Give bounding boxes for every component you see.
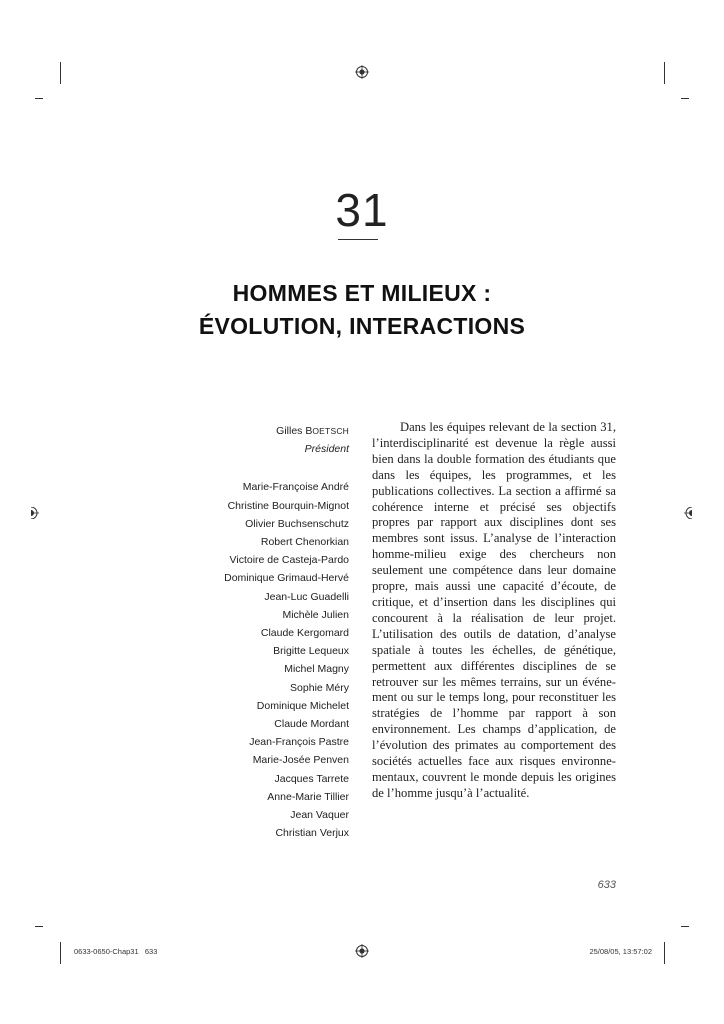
chapter-title-line-2: ÉVOLUTION, INTERACTIONS bbox=[198, 313, 526, 339]
registration-mark-top-icon bbox=[355, 65, 369, 79]
crop-mark-left-lower bbox=[35, 926, 43, 927]
chapter-title-line-1: HOMMES ET MILIEUX : bbox=[232, 280, 492, 306]
print-footer-file: 0633-0650-Chap31 633 bbox=[74, 947, 158, 956]
chapter-number-rule bbox=[338, 239, 378, 240]
member-name: Victoire de Casteja-Pardo bbox=[229, 554, 349, 567]
page-number: 633 bbox=[597, 879, 616, 891]
print-footer-timestamp: 25/08/05, 13:57:02 bbox=[589, 947, 652, 956]
body-text bbox=[372, 420, 616, 802]
crop-mark-top-right bbox=[664, 62, 665, 84]
member-name: Christine Bourquin-Mignot bbox=[227, 499, 349, 512]
registration-mark-right-icon bbox=[684, 506, 692, 518]
member-name: Jean-Luc Guadelli bbox=[264, 590, 349, 603]
member-name: Anne-Marie Tillier bbox=[267, 790, 349, 803]
president-role: Président bbox=[304, 443, 349, 456]
president-last-name-initial: B bbox=[305, 425, 313, 437]
member-name: Christian Verjux bbox=[275, 827, 349, 840]
member-name: Sophie Méry bbox=[290, 681, 349, 694]
crop-mark-right-upper bbox=[681, 98, 689, 99]
member-name: Marie-Françoise André bbox=[242, 481, 349, 494]
member-name: Olivier Buchsenschutz bbox=[245, 517, 349, 530]
member-name: Michel Magny bbox=[284, 663, 349, 676]
crop-mark-top-left bbox=[60, 62, 61, 84]
body-paragraph: Dans les équipes relevant de la section 31, l’interdisciplinarité est devenue la règle aussi bien dans la double formation des étudiants que dans les équipes, les programmes, et les publications collectives. La section a affirmé sa cohérence interne et précisé ses objectifs propres par rapport aux disciplines dont ses membres sont issus. L’analyse de l’interaction homme-milieu exige des chercheurs non seulement une compétence dans leur domaine propre, mais aussi une capacité d’écoute, de critique, et d’insertion dans les disciplines qui concourent à la réalisation de leur projet. L’utilisation des outils de datation, d’analyse spatiale à toutes les échelles, de génétique, permettent aux différentes disciplines de se retrouver sur les mêmes terrains, sur un événement ou sur le temps long, pour reconstituer les stratégies de l’homme par rapport à son environnement. Les champs d’application, de l’évolution des primates au comportement des sociétés actuelles face aux risques environnementaux, couvrent le monde depuis les origines de l’homme jusqu’à l’actualité. bbox=[372, 420, 616, 800]
member-list bbox=[224, 478, 349, 842]
member-name: Marie-Josée Penven bbox=[252, 754, 349, 767]
member-name: Dominique Michelet bbox=[256, 699, 349, 712]
chapter-number: 31 bbox=[335, 184, 389, 236]
member-name: Michèle Julien bbox=[282, 608, 349, 621]
president-name bbox=[224, 422, 349, 440]
member-name: Robert Chenorkian bbox=[260, 536, 349, 549]
member-name: Brigitte Lequeux bbox=[273, 645, 349, 658]
crop-mark-bottom-right bbox=[664, 942, 665, 964]
crop-mark-right-lower bbox=[681, 926, 689, 927]
registration-mark-left-icon bbox=[31, 506, 39, 518]
section-members bbox=[224, 422, 349, 842]
member-name: Claude Kergomard bbox=[260, 627, 349, 640]
crop-mark-bottom-left bbox=[60, 942, 61, 964]
member-name: Jean-François Pastre bbox=[249, 736, 349, 749]
registration-mark-bottom-icon bbox=[355, 944, 369, 958]
member-name: Jean Vaquer bbox=[290, 809, 349, 822]
president-first-name: Gilles bbox=[276, 425, 306, 437]
member-name: Jacques Tarrete bbox=[274, 772, 349, 785]
member-name: Dominique Grimaud-Hervé bbox=[224, 572, 349, 585]
member-name: Claude Mordant bbox=[274, 718, 349, 731]
crop-mark-left-upper bbox=[35, 98, 43, 99]
president-last-name-rest: OETSCH bbox=[312, 426, 349, 436]
